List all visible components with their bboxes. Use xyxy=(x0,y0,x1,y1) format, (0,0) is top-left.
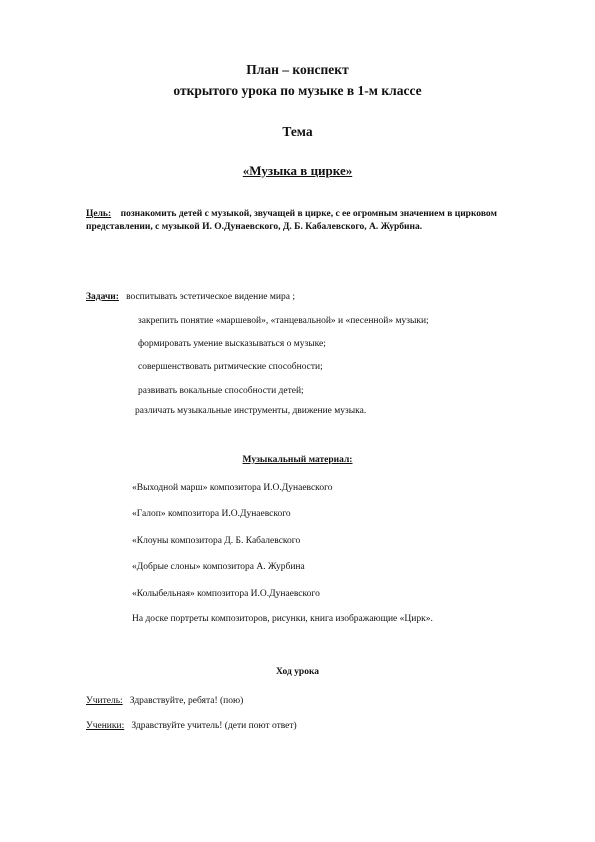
theme-label: Тема xyxy=(282,124,313,139)
theme-title: «Музыка в цирке» xyxy=(242,163,353,178)
tasks-first-line xyxy=(86,292,295,302)
speaker-text: Здравствуйте, ребята! (пою) xyxy=(129,696,244,706)
task-item: воспитывать эстетическое видение мира ; xyxy=(126,292,295,302)
material-item: «Выходной марш» композитора И.О.Дунаевского xyxy=(132,483,333,493)
task-item: различать музыкальные инструменты, движение музыка. xyxy=(135,406,367,416)
title-line-1: План – конспект xyxy=(246,62,349,77)
task-item: совершенствовать ритмические способности; xyxy=(138,362,323,372)
material-item: «Добрые слоны» композитора А. Журбина xyxy=(132,562,305,572)
speaker-text: Здравствуйте учитель! (дети поют ответ) xyxy=(131,721,297,731)
material-item: «Колыбельная» композитора И.О.Дунаевского xyxy=(132,589,320,599)
task-item: формировать умение высказываться о музыке; xyxy=(138,339,326,349)
material-item: «Галоп» композитора И.О.Дунаевского xyxy=(132,509,291,519)
speaker-label: Ученики: xyxy=(86,721,125,731)
goal-text: познакомить детей с музыкой, звучащей в цирке, с ее огромным значением в цирковом представлении, с музыкой И. О.Дунаевского, Д. Б. Кабалевского, А. Журбина. xyxy=(86,209,497,232)
title-line-2: открытого урока по музыке в 1-м классе xyxy=(173,83,422,98)
material-item: «Клоуны композитора Д. Б. Кабалевского xyxy=(132,536,301,546)
lesson-heading: Ход урока xyxy=(275,667,320,677)
goal-label: Цель: xyxy=(86,209,112,219)
task-item: закрепить понятие «маршевой», «танцевальной» и «песенной» музыки; xyxy=(138,316,429,326)
goal-paragraph xyxy=(86,208,546,234)
lesson-line xyxy=(86,721,297,731)
materials-note: На доске портреты композиторов, рисунки, книга изображающие «Цирк». xyxy=(132,614,433,624)
materials-heading: Музыкальный материал: xyxy=(242,455,353,465)
tasks-label: Задачи: xyxy=(86,292,119,302)
task-item: развивать вокальные способности детей; xyxy=(138,386,304,396)
speaker-label: Учитель: xyxy=(86,696,123,706)
lesson-line xyxy=(86,696,243,706)
